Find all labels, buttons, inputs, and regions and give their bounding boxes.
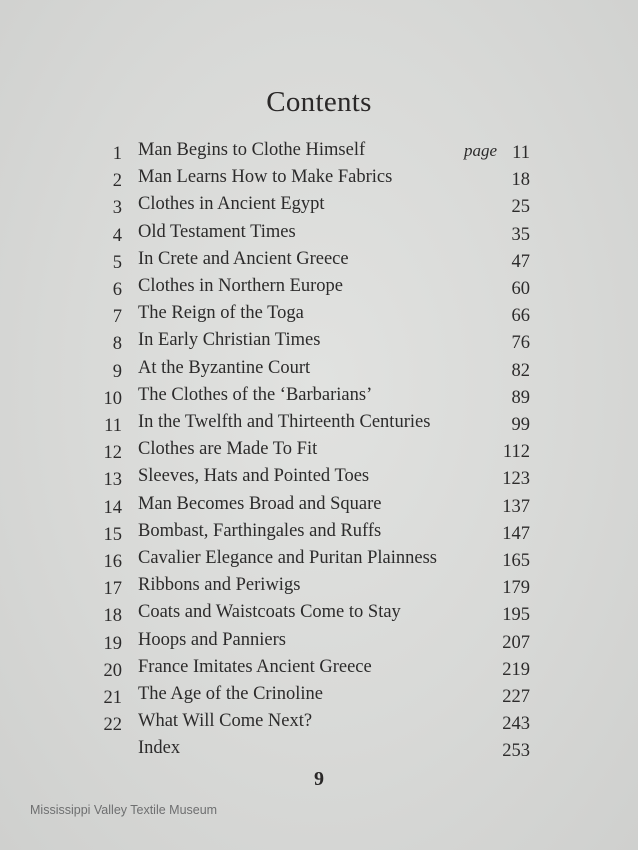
- chapter-page: 227: [502, 687, 530, 707]
- chapter-number: 15: [103, 524, 122, 545]
- chapter-page: 82: [511, 360, 530, 381]
- contents-entry: [0, 303, 638, 330]
- contents-entry: [0, 548, 638, 575]
- chapter-title: Clothes in Northern Europe: [138, 276, 343, 296]
- contents-entry: [0, 711, 638, 738]
- chapter-number: 19: [103, 633, 122, 654]
- chapter-page: 147: [502, 523, 530, 544]
- contents-entry: [0, 521, 638, 548]
- chapter-number: 13: [103, 470, 122, 491]
- watermark-text: Mississippi Valley Textile Museum: [30, 803, 218, 817]
- contents-entry: [0, 575, 638, 602]
- contents-entry: [0, 167, 638, 194]
- chapter-page: 25: [511, 197, 530, 218]
- chapter-page: 219: [502, 659, 530, 680]
- contents-entry: [0, 330, 638, 357]
- chapter-number: 3: [112, 198, 122, 219]
- chapter-number: 18: [103, 606, 122, 627]
- chapter-title: Index: [138, 738, 181, 759]
- chapter-number: 2: [112, 171, 122, 192]
- chapter-title: The Age of the Crinoline: [138, 684, 323, 704]
- chapter-title: Ribbons and Periwigs: [138, 575, 301, 596]
- contents-entry: [0, 657, 638, 684]
- chapter-page: 11: [512, 143, 530, 163]
- contents-entry: [0, 439, 638, 466]
- chapter-page: 179: [502, 578, 530, 599]
- chapter-page: 195: [502, 605, 530, 626]
- chapter-title: France Imitates Ancient Greece: [138, 656, 372, 677]
- contents-entry: [0, 466, 638, 493]
- contents-entry: [0, 412, 638, 439]
- chapter-title: Sleeves, Hats and Pointed Toes: [138, 466, 370, 487]
- chapter-number: 6: [112, 280, 122, 300]
- contents-entry: [0, 385, 638, 412]
- chapter-title: Cavalier Elegance and Puritan Plainness: [138, 548, 437, 568]
- chapter-number: 22: [103, 715, 122, 736]
- chapter-number: 17: [103, 579, 122, 600]
- contents-entry: [0, 684, 638, 711]
- chapter-title: Man Becomes Broad and Square: [138, 493, 382, 514]
- chapter-page: 165: [502, 551, 530, 571]
- chapter-number: 16: [103, 552, 122, 572]
- chapter-title: In the Twelfth and Thirteenth Centuries: [138, 412, 431, 432]
- chapter-page: 18: [511, 170, 530, 191]
- chapter-title: Man Begins to Clothe Himself: [138, 140, 366, 160]
- page-word: page: [463, 141, 497, 160]
- contents-entry: [0, 602, 638, 629]
- contents-entry: [0, 494, 638, 521]
- chapter-page: 60: [511, 279, 530, 299]
- chapter-number: 5: [112, 252, 122, 273]
- chapter-page: 89: [511, 387, 530, 408]
- chapter-title: Hoops and Panniers: [138, 629, 286, 650]
- chapter-page: 35: [511, 224, 530, 245]
- chapter-number: 1: [112, 144, 122, 164]
- chapter-title: Bombast, Farthingales and Ruffs: [138, 520, 382, 541]
- contents-entry: [0, 194, 638, 221]
- chapter-page: 123: [502, 469, 530, 490]
- chapter-title: Coats and Waistcoats Come to Stay: [138, 602, 401, 623]
- chapter-number: 10: [103, 388, 122, 409]
- page-title: Contents: [266, 86, 372, 118]
- contents-entry: [0, 140, 638, 167]
- chapter-page: 243: [502, 714, 530, 735]
- contents-entry: [0, 276, 638, 303]
- page-number: 9: [314, 768, 324, 790]
- chapter-number: 14: [103, 497, 122, 518]
- chapter-number: 7: [112, 307, 122, 328]
- contents-entry: [0, 249, 638, 276]
- chapter-page: 137: [502, 496, 530, 517]
- contents-entry: [0, 222, 638, 249]
- chapter-title: At the Byzantine Court: [138, 357, 311, 378]
- chapter-title: In Crete and Ancient Greece: [138, 248, 349, 269]
- contents-entry: [0, 738, 638, 765]
- chapter-page: 66: [511, 306, 530, 327]
- chapter-page: 207: [502, 632, 530, 653]
- contents-entry: [0, 630, 638, 657]
- chapter-title: What Will Come Next?: [138, 711, 313, 732]
- chapter-page: 99: [511, 415, 530, 435]
- chapter-title: The Reign of the Toga: [138, 303, 304, 324]
- chapter-title: The Clothes of the ‘Barbarians’: [138, 384, 373, 405]
- chapter-number: 8: [112, 334, 122, 355]
- chapter-number: 20: [103, 660, 122, 681]
- chapter-title: Man Learns How to Make Fabrics: [138, 167, 393, 188]
- chapter-number: 21: [103, 688, 122, 708]
- chapter-page: 47: [511, 251, 530, 272]
- chapter-title: Clothes are Made To Fit: [138, 439, 318, 460]
- chapter-page: 112: [502, 442, 530, 463]
- chapter-number: 12: [103, 443, 122, 464]
- chapter-number: 11: [104, 416, 122, 436]
- chapter-page: 253: [502, 741, 530, 762]
- chapter-title: Clothes in Ancient Egypt: [138, 194, 325, 215]
- chapter-page: 76: [511, 333, 530, 354]
- chapter-number: 9: [112, 361, 122, 382]
- chapter-number: 4: [112, 225, 122, 246]
- chapter-title: In Early Christian Times: [138, 330, 321, 351]
- contents-entry: [0, 358, 638, 385]
- chapter-title: Old Testament Times: [138, 221, 296, 242]
